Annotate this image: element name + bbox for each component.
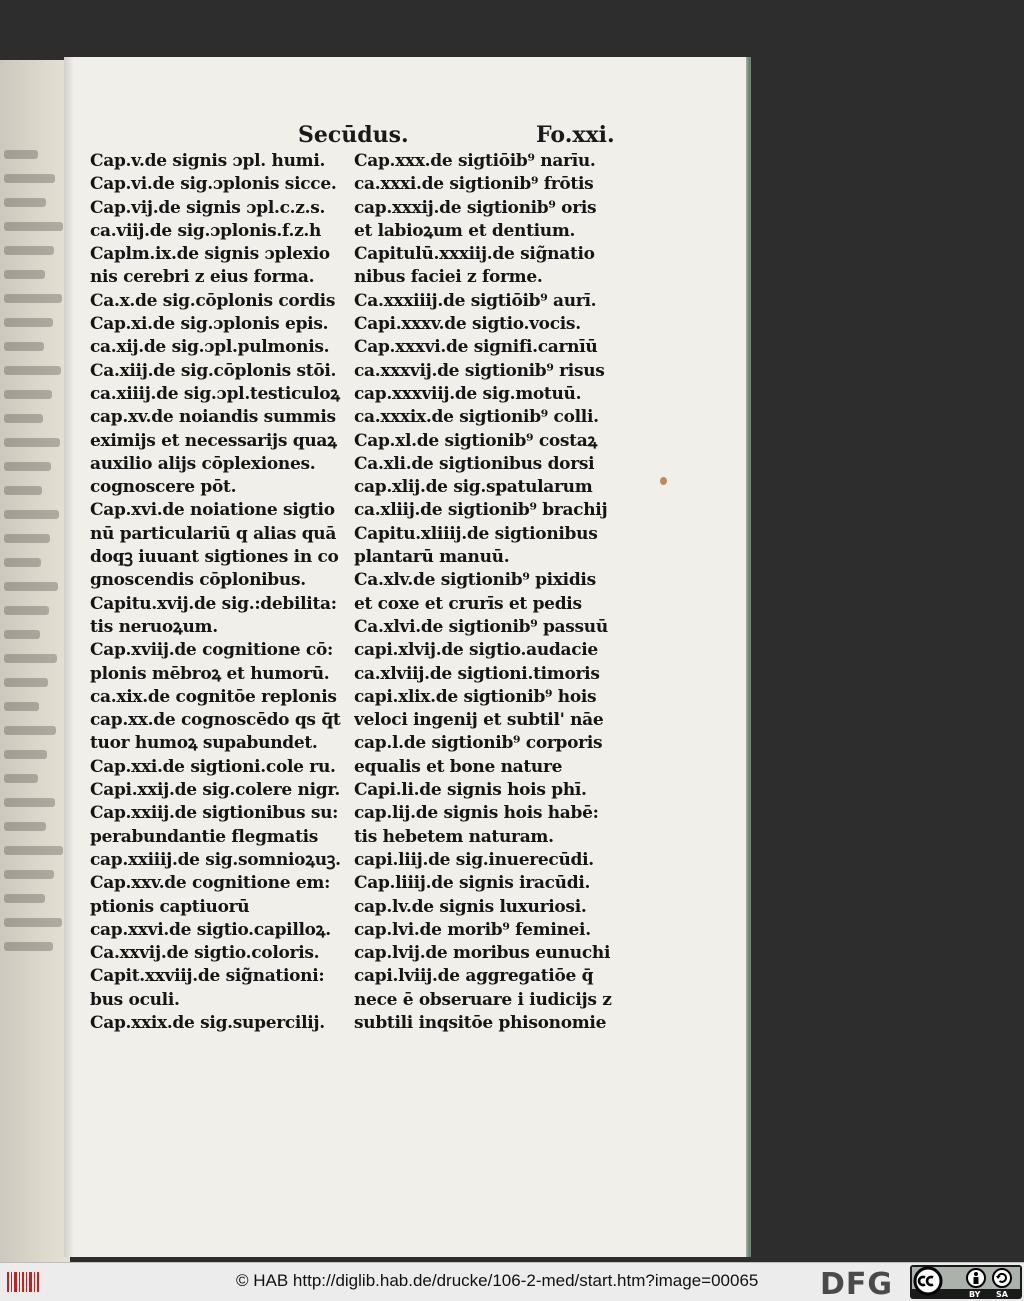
toc-entry: Cap.xviij.de cognitione cō: <box>90 640 333 661</box>
toc-left-column <box>90 150 356 1035</box>
ghost-text-line <box>4 606 49 615</box>
toc-entry: capi.xlix.de sigtionib⁹ hois <box>354 686 597 707</box>
toc-entry: nibus faciei z forme. <box>354 267 543 288</box>
adjacent-page-edge <box>0 60 70 1262</box>
ghost-text-line <box>4 246 54 255</box>
toc-entry: Cap.xl.de sigtionib⁹ costaꝝ <box>354 430 597 451</box>
toc-entry: ca.xix.de cognitōe replonis <box>90 686 337 707</box>
toc-entry: Cap.xxix.de sig.supercilij. <box>90 1012 325 1033</box>
ghost-text-line <box>4 846 63 855</box>
toc-entry: Cap.xxi.de sigtioni.cole ru. <box>90 756 336 777</box>
toc-entry: Ca.x.de sig.cōplonis cordis <box>90 290 336 311</box>
toc-entry: tis neruoꝝum. <box>90 616 218 637</box>
toc-entry: cap.xxxviij.de sig.motuū. <box>354 383 582 404</box>
toc-entry: Cap.vij.de signis ɔpl.c.z.s. <box>90 197 326 218</box>
toc-entry: Ca.xiij.de sig.cōplonis stōi. <box>90 360 337 381</box>
toc-entry: nis cerebri z eius forma. <box>90 267 315 288</box>
by-label: BY <box>969 1290 981 1299</box>
toc-entry: nū particulariū q alias quā <box>90 523 337 544</box>
sa-label: SA <box>996 1290 1008 1299</box>
paper-stain <box>660 477 667 485</box>
sa-icon <box>993 1269 1011 1287</box>
toc-entry: plantarū manuū. <box>354 547 510 568</box>
toc-entry: et coxe et crurīs et pedis <box>354 593 582 614</box>
toc-entry: Ca.xlvi.de sigtionib⁹ passuū <box>354 616 608 637</box>
ghost-text-line <box>4 342 44 351</box>
toc-entry: ca.xij.de sig.ɔpl.pulmonis. <box>90 337 330 358</box>
ghost-text-line <box>4 510 59 519</box>
viewer-footer <box>0 1262 1024 1301</box>
ghost-text-line <box>4 438 60 447</box>
toc-entry: tuor humoꝝ supabundet. <box>90 733 318 754</box>
ghost-text-line <box>4 726 56 735</box>
ghost-text-line <box>4 630 40 639</box>
toc-entry: Cap.xxiij.de sigtionibus su: <box>90 803 339 824</box>
toc-entry: Ca.xlv.de sigtionib⁹ pixidis <box>354 570 596 591</box>
toc-entry: cap.lvij.de moribus eunuchi <box>354 943 611 964</box>
toc-entry: ca.xxxix.de sigtionib⁹ colli. <box>354 407 599 428</box>
toc-right-column <box>354 150 632 1035</box>
toc-entry: ptionis captiuorū <box>90 896 250 917</box>
toc-entry: plonis mēbroꝝ et humorū. <box>90 663 330 684</box>
cc-icon <box>915 1268 941 1294</box>
ghost-text-line <box>4 366 61 375</box>
toc-entry: Cap.vi.de sig.ɔplonis sicce. <box>90 174 337 195</box>
ghost-text-line <box>4 318 53 327</box>
toc-entry: capi.lviij.de aggregatiōe q̄ <box>354 966 594 987</box>
toc-entry: Capitu.xvij.de sig.:debilita: <box>90 593 337 614</box>
toc-entry: ca.xiiij.de sig.ɔpl.testiculoꝝ <box>90 383 340 404</box>
ghost-text-line <box>4 582 58 591</box>
ghost-text-line <box>4 678 48 687</box>
ghost-text-line <box>4 942 53 951</box>
ghost-text-line <box>4 150 38 159</box>
toc-entry: eximijs et necessarijs quaꝝ <box>90 430 337 451</box>
ghost-text-line <box>4 222 63 231</box>
toc-entry: cap.l.de sigtionib⁹ corporis <box>354 733 603 754</box>
toc-entry: cap.xx.de cognoscēdo qs q̄t <box>90 710 341 731</box>
toc-entry: Cap.xxx.de sigtiōib⁹ narīu. <box>354 151 596 171</box>
toc-entry: bus oculi. <box>90 989 180 1010</box>
toc-entry: cap.lvi.de morib⁹ feminei. <box>354 919 591 940</box>
toc-entry: equalis et bone nature <box>354 756 563 777</box>
ghost-text-line <box>4 534 50 543</box>
copyright-link[interactable]: © HAB http://diglib.hab.de/drucke/106-2-med/start.htm?image=00065 <box>236 1271 759 1290</box>
ghost-text-line <box>4 414 43 423</box>
toc-entry: cap.xxiiij.de sig.somnioꝝuꝫ. <box>90 849 341 870</box>
toc-entry: cap.lij.de signis hois habē: <box>354 803 599 824</box>
toc-entry: ca.xxxi.de sigtionib⁹ frōtis <box>354 174 594 195</box>
toc-entry: Capi.xxxv.de sigtio.vocis. <box>354 314 581 335</box>
ghost-text-line <box>4 462 51 471</box>
page-fore-edge <box>746 57 750 1257</box>
ghost-text-line <box>4 750 47 759</box>
toc-entry: Cap.xvi.de noiatione sigtio <box>90 500 335 521</box>
cc-license-badge[interactable] <box>910 1265 1022 1299</box>
toc-entry: Ca.xxvij.de sigtio.coloris. <box>90 943 320 964</box>
toc-entry: tis hebetem naturam. <box>354 826 554 847</box>
toc-entry: Cap.xxxvi.de signifi.carnīū <box>354 337 598 358</box>
ghost-text-line <box>4 918 62 927</box>
toc-entry: Caplm.ix.de signis ɔplexio <box>90 244 330 265</box>
ghost-text-line <box>4 174 55 183</box>
toc-entry: Capitu.xliiij.de sigtionibus <box>354 523 598 544</box>
ghost-text-line <box>4 198 46 207</box>
toc-entry: capi.xlvij.de sigtio.audacie <box>354 640 598 661</box>
ghost-text-line <box>4 486 42 495</box>
ghost-text-line <box>4 390 52 399</box>
toc-entry: auxilio alijs cōplexiones. <box>90 453 316 474</box>
toc-entry: cap.xlij.de sig.spatularum <box>354 477 593 498</box>
toc-entry: veloci ingenij et subtil' nāe <box>354 710 604 731</box>
toc-entry: cognoscere pōt. <box>90 477 237 498</box>
toc-entry: nece ē obseruare i iudicijs z <box>354 989 612 1010</box>
dfg-logo <box>816 1266 912 1298</box>
toc-entry: cap.xxvi.de sigtio.capilloꝝ. <box>90 919 331 940</box>
ghost-text-line <box>4 558 41 567</box>
toc-entry: ca.viij.de sig.ɔplonis.f.z.h <box>90 220 322 241</box>
ghost-text-line <box>4 774 38 783</box>
toc-entry: gnoscendis cōplonibus. <box>90 570 306 591</box>
toc-entry: Capitulū.xxxiij.de sig̃natio <box>354 244 595 265</box>
ghost-text-line <box>4 270 45 279</box>
toc-entry: Cap.liiij.de signis iracūdi. <box>354 873 591 894</box>
folio-number: Fo.xxi. <box>536 122 615 148</box>
ghost-text-line <box>4 822 46 831</box>
toc-entry: Cap.xi.de sig.ɔplonis epis. <box>90 314 329 335</box>
toc-entry: Cap.xxv.de cognitione em: <box>90 873 331 894</box>
dfg-logo-text: DFG <box>820 1267 894 1298</box>
page-gutter <box>64 57 74 1257</box>
ghost-text-line <box>4 894 45 903</box>
toc-entry: Ca.xxxiiij.de sigtiōib⁹ aurī. <box>354 290 597 311</box>
toc-entry: cap.lv.de signis luxuriosi. <box>354 896 587 917</box>
toc-entry: doqꝫ iuuant sigtiones in co <box>90 547 339 568</box>
toc-entry: et labioꝝum et dentium. <box>354 220 576 241</box>
ghost-text-line <box>4 294 62 303</box>
toc-entry: cap.xxxij.de sigtionib⁹ oris <box>354 197 597 218</box>
ghost-text-line <box>4 654 57 663</box>
barcode-icon <box>6 1269 42 1295</box>
toc-entry: ca.xlviij.de sigtioni.timoris <box>354 663 600 684</box>
toc-entry: perabundantie flegmatis <box>90 826 319 847</box>
toc-entry: Ca.xli.de sigtionibus dorsi <box>354 453 595 474</box>
toc-entry: Capi.xxij.de sig.colere nigr. <box>90 780 341 801</box>
toc-entry: Capi.li.de signis hois phī. <box>354 780 587 801</box>
by-icon <box>967 1269 985 1287</box>
toc-entry: capi.liij.de sig.inuerecūdi. <box>354 849 594 870</box>
ghost-text-line <box>4 702 39 711</box>
toc-entry: subtili inqsitōe phisonomie <box>354 1012 607 1033</box>
toc-entry: Cap.v.de signis ɔpl. humi. <box>90 151 326 171</box>
running-title: Secūdus. <box>298 122 409 148</box>
toc-entry: ca.xxxvij.de sigtionib⁹ risus <box>354 360 605 381</box>
toc-entry: ca.xliij.de sigtionib⁹ brachij <box>354 500 608 521</box>
toc-entry: Capit.xxviij.de sig̃nationi: <box>90 966 325 987</box>
ghost-text-line <box>4 870 54 879</box>
ghost-text-line <box>4 798 55 807</box>
toc-entry: cap.xv.de noiandis summis <box>90 407 336 428</box>
